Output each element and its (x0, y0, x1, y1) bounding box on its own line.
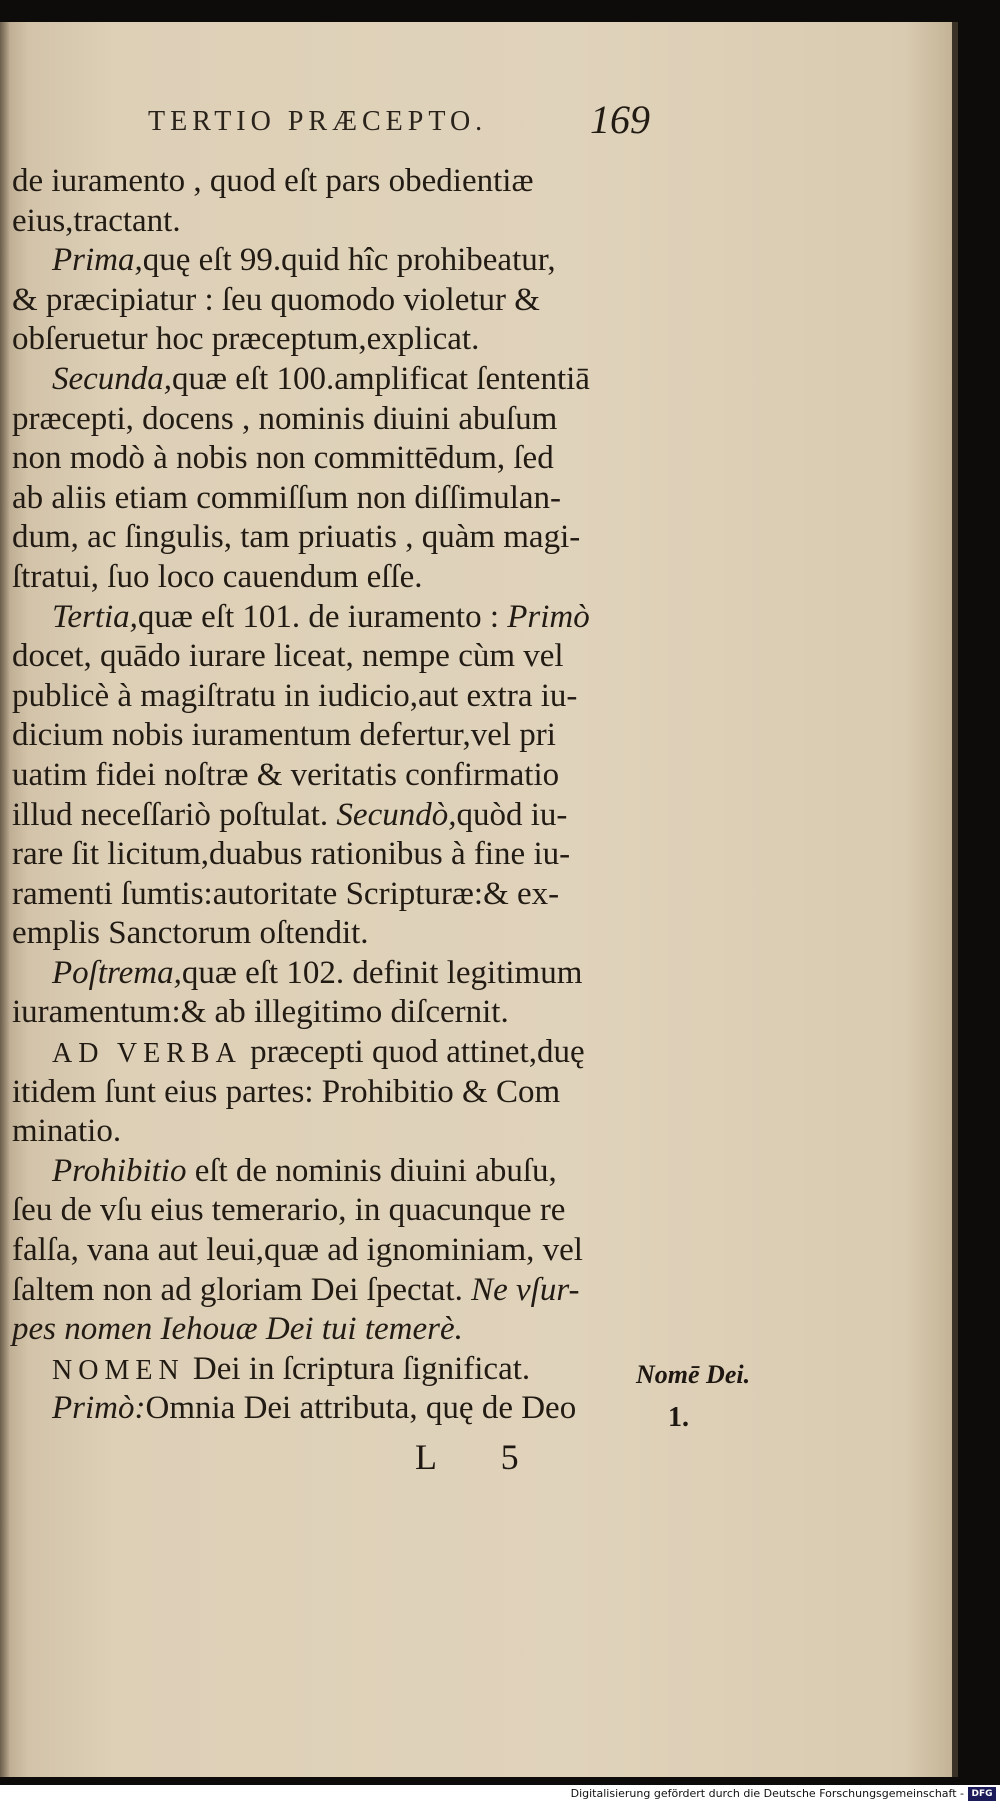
text-segment-text: præcepti quod attinet,duę (241, 1034, 585, 1071)
text-line (12, 1271, 632, 1311)
text-line (12, 598, 632, 638)
text-segment-tail: Primò (507, 598, 590, 635)
text-line (12, 360, 632, 400)
text-segment-italic: pes nomen Iehouæ Dei tui temerè. (12, 1311, 463, 1348)
text-line (12, 875, 632, 915)
text-segment-text: Dei in ſcriptura ſignificat. (184, 1350, 531, 1387)
text-line (12, 677, 632, 717)
text-segment-text: ſaltem non ad gloriam Dei ſpectat. (12, 1271, 463, 1308)
body-text (12, 162, 632, 1429)
text-line (12, 518, 632, 558)
text-line (12, 1033, 632, 1073)
text-segment-text: ſtratui, ſuo loco cauendum eſſe. (12, 558, 423, 595)
text-segment-lead: Prima, (52, 242, 143, 279)
text-segment-text: dicium nobis iuramentum defertur,vel pri (12, 717, 556, 754)
running-head: TERTIO PRÆCEPTO. (148, 106, 488, 137)
page-header (0, 94, 952, 154)
page-number: 169 (590, 97, 650, 142)
text-line (12, 320, 632, 360)
text-segment-caps: NOMEN (52, 1354, 185, 1386)
text-line (12, 716, 632, 756)
text-segment-text: dum, ac ſingulis, tam priuatis , quàm magi- (12, 519, 581, 556)
text-line (12, 1350, 632, 1390)
text-segment-text: quę eſt 99.quid hîc prohibeatur, (142, 242, 556, 279)
text-segment-text: itidem ſunt eius partes: Prohibitio & Com (12, 1073, 561, 1110)
text-line (12, 993, 632, 1033)
text-line (12, 796, 632, 836)
text-segment-text: uatim fidei noſtræ & veritatis confirmatio (12, 756, 560, 793)
text-segment-lead: Secunda, (52, 360, 173, 397)
text-segment-text: ramenti ſumtis:autoritate Scripturæ:& ex- (12, 875, 560, 912)
text-segment-lead: Prohibitio (52, 1152, 187, 1189)
book-page (0, 22, 958, 1777)
text-line (12, 558, 632, 598)
text-segment-text: quæ eſt 100.amplificat ſententiā (172, 360, 590, 397)
text-segment-text: emplis Sanctorum oſtendit. (12, 915, 369, 952)
signature-mark: L 5 (415, 1437, 547, 1477)
dfg-logo-icon: DFG (968, 1787, 996, 1801)
text-line (12, 439, 632, 479)
text-line (12, 202, 632, 242)
text-segment-text: eius,tractant. (12, 202, 181, 239)
signature-mark-row (0, 1430, 952, 1480)
text-segment-text: minatio. (12, 1113, 122, 1150)
text-segment-caps: AD VERBA (52, 1038, 242, 1070)
text-line (12, 914, 632, 954)
text-line (12, 1310, 632, 1350)
text-line (12, 162, 632, 202)
text-segment-lead: Tertia, (52, 598, 138, 635)
text-segment-after: quòd iu- (456, 796, 568, 833)
text-line (12, 1073, 632, 1113)
text-segment-tail: Ne vſur- (471, 1271, 580, 1308)
text-segment-lead: Poſtrema, (52, 954, 182, 991)
text-segment-text: ab aliis etiam commiſſum non diſſimulan- (12, 479, 561, 516)
text-line (12, 1191, 632, 1231)
text-line (12, 637, 632, 677)
text-line (12, 1389, 632, 1429)
margin-note-number: 1. (668, 1402, 689, 1433)
text-segment-text: publicè à magiſtratu in iudicio,aut extra iu- (12, 677, 578, 714)
margin-note-nomen-dei: Nomē Dei. (636, 1360, 751, 1389)
text-line (12, 1112, 632, 1152)
text-line (12, 756, 632, 796)
text-segment-text: falſa, vana aut leui,quæ ad ignominiam, vel (12, 1232, 583, 1269)
text-segment-text: iuramentum:& ab illegitimo diſcernit. (12, 994, 509, 1031)
text-segment-lead: Primò: (52, 1390, 146, 1427)
text-segment-text: Omnia Dei attributa, quę de Deo (145, 1390, 577, 1427)
text-segment-text: docet, quādo iurare liceat, nempe cùm vel (12, 638, 564, 675)
text-line (12, 400, 632, 440)
text-segment-text: quæ eſt 102. definit legitimum (181, 954, 583, 991)
text-segment-text: obſeruetur hoc præceptum,explicat. (12, 321, 480, 358)
text-line (12, 479, 632, 519)
text-segment-text: illud neceſſariò poſtulat. (12, 796, 329, 833)
text-line (12, 954, 632, 994)
text-segment-text: quæ eſt 101. de iuramento : (137, 598, 500, 635)
text-segment-text: ſeu de vſu eius temerario, in quacunque re (12, 1192, 566, 1229)
text-segment-tail: Secundò, (336, 796, 457, 833)
text-segment-text: rare ſit licitum,duabus rationibus à fine iu- (12, 836, 571, 873)
text-line (12, 835, 632, 875)
text-segment-text: de iuramento , quod eſt pars obedientiæ (12, 163, 534, 199)
digitization-credit: Digitalisierung gefördert durch die Deutsche Forschungsgemeinschaft - (570, 1787, 964, 1800)
footer-strip (0, 1785, 1000, 1805)
text-line (12, 1152, 632, 1192)
text-line (12, 281, 632, 321)
text-segment-text: & præcipiatur : ſeu quomodo violetur & (12, 281, 540, 318)
text-segment-text: non modò à nobis non committēdum, ſed (12, 440, 554, 477)
text-line (12, 1231, 632, 1271)
text-line (12, 241, 632, 281)
text-segment-text: præcepti, docens , nominis diuini abuſum (12, 400, 558, 437)
text-segment-text: eſt de nominis diuini abuſu, (186, 1152, 557, 1189)
